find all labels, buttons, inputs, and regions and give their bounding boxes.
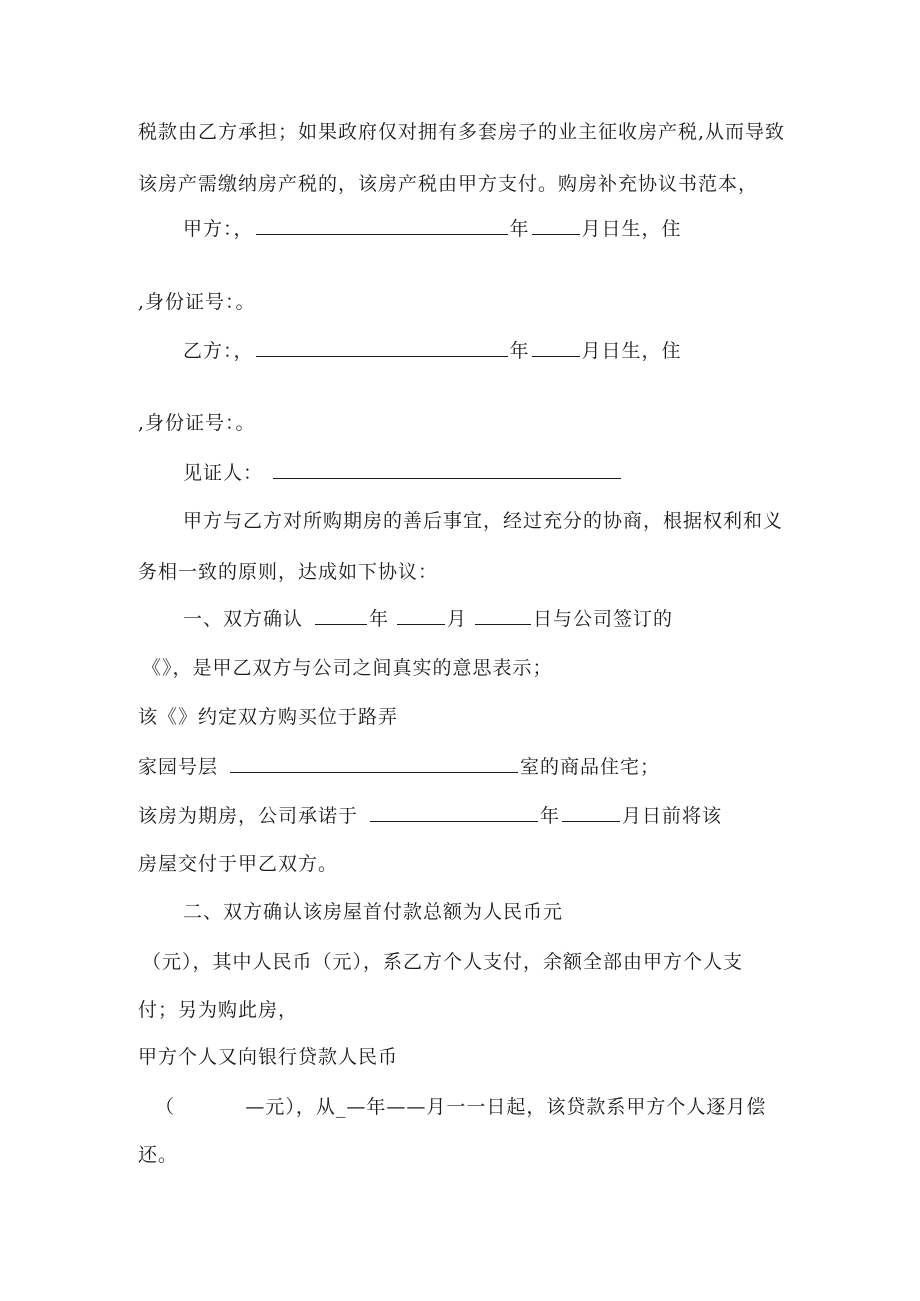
clause-1-month-blank bbox=[397, 606, 445, 625]
party-b-name-blank bbox=[256, 338, 508, 357]
clause-1-line bbox=[183, 606, 673, 631]
clause-1-delivery-year-label: 年 bbox=[540, 805, 561, 827]
party-a-suffix: 月日生，住 bbox=[581, 218, 682, 240]
clause-1-day-suffix: 日与公司签订的 bbox=[533, 608, 674, 630]
clause-1-delivery-month-blank bbox=[562, 803, 620, 822]
clause-1-year-label: 年 bbox=[369, 608, 390, 630]
clause-1-address-line bbox=[138, 754, 660, 779]
paragraph-line: 该《》约定双方购买位于路弄 bbox=[138, 706, 399, 728]
clause-1-room-blank bbox=[230, 754, 518, 773]
party-a-name-blank bbox=[256, 216, 508, 235]
paragraph-line: 二、双方确认该房屋首付款总额为人民币元 bbox=[183, 901, 564, 923]
party-b-year-label: 年 bbox=[509, 340, 530, 362]
clause-1-day-blank bbox=[475, 606, 531, 625]
paragraph-line: 甲方与乙方对所购期房的善后事宜，经过充分的协商，根据权利和义 bbox=[183, 510, 784, 532]
party-a-year-label: 年 bbox=[509, 218, 530, 240]
paragraph-line: 税款由乙方承担；如果政府仅对拥有多套房子的业主征收房产税,从而导致 bbox=[138, 121, 786, 143]
party-b-label: 乙方：， bbox=[183, 340, 254, 362]
party-b-month-blank bbox=[532, 338, 580, 357]
witness-label: 见证人： bbox=[183, 462, 264, 484]
paragraph-line: 甲方个人又向银行贷款人民币 bbox=[138, 1046, 399, 1068]
paragraph-line: （元），其中人民币（元），系乙方个人支付，余额全部由甲方个人支 bbox=[142, 951, 744, 973]
party-b-suffix: 月日生，住 bbox=[581, 340, 682, 362]
party-a-month-blank bbox=[532, 216, 580, 235]
clause-1-month-label: 月 bbox=[447, 608, 468, 630]
paragraph-line: 还。 bbox=[138, 1144, 179, 1166]
party-b-line bbox=[183, 338, 682, 363]
party-b-id-line: ,身份证号：。 bbox=[138, 412, 256, 434]
paragraph-line: 付；另为购此房， bbox=[138, 999, 299, 1021]
party-a-label: 甲方：， bbox=[183, 218, 254, 240]
clause-1-delivery-line bbox=[138, 803, 722, 828]
clause-1-year-blank bbox=[315, 606, 367, 625]
witness-line bbox=[183, 460, 623, 485]
witness-blank bbox=[273, 460, 621, 479]
clause-1-prefix: 一、双方确认 bbox=[183, 608, 304, 630]
party-a-id-line: ,身份证号：。 bbox=[138, 291, 256, 313]
paragraph-line: 《》，是甲乙双方与公司之间真实的意思表示； bbox=[142, 657, 553, 679]
party-a-line bbox=[183, 216, 682, 241]
clause-1-address-suffix: 室的商品住宅； bbox=[520, 756, 661, 778]
clause-1-delivery-year-blank bbox=[370, 803, 538, 822]
paragraph-line: 房屋交付于甲乙双方。 bbox=[138, 853, 339, 875]
clause-1-address-prefix: 家园号层 bbox=[138, 756, 219, 778]
paragraph-line: （ —元），从_—年——月一一日起，该贷款系甲方个人逐月偿 bbox=[155, 1096, 767, 1118]
clause-1-delivery-prefix: 该房为期房，公司承诺于 bbox=[138, 805, 359, 827]
paragraph-line: 该房产需缴纳房产税的，该房产税由甲方支付。购房补充协议书范本， bbox=[138, 173, 759, 195]
clause-1-delivery-suffix: 月日前将该 bbox=[622, 805, 723, 827]
paragraph-line: 务相一致的原则，达成如下协议： bbox=[138, 561, 439, 583]
